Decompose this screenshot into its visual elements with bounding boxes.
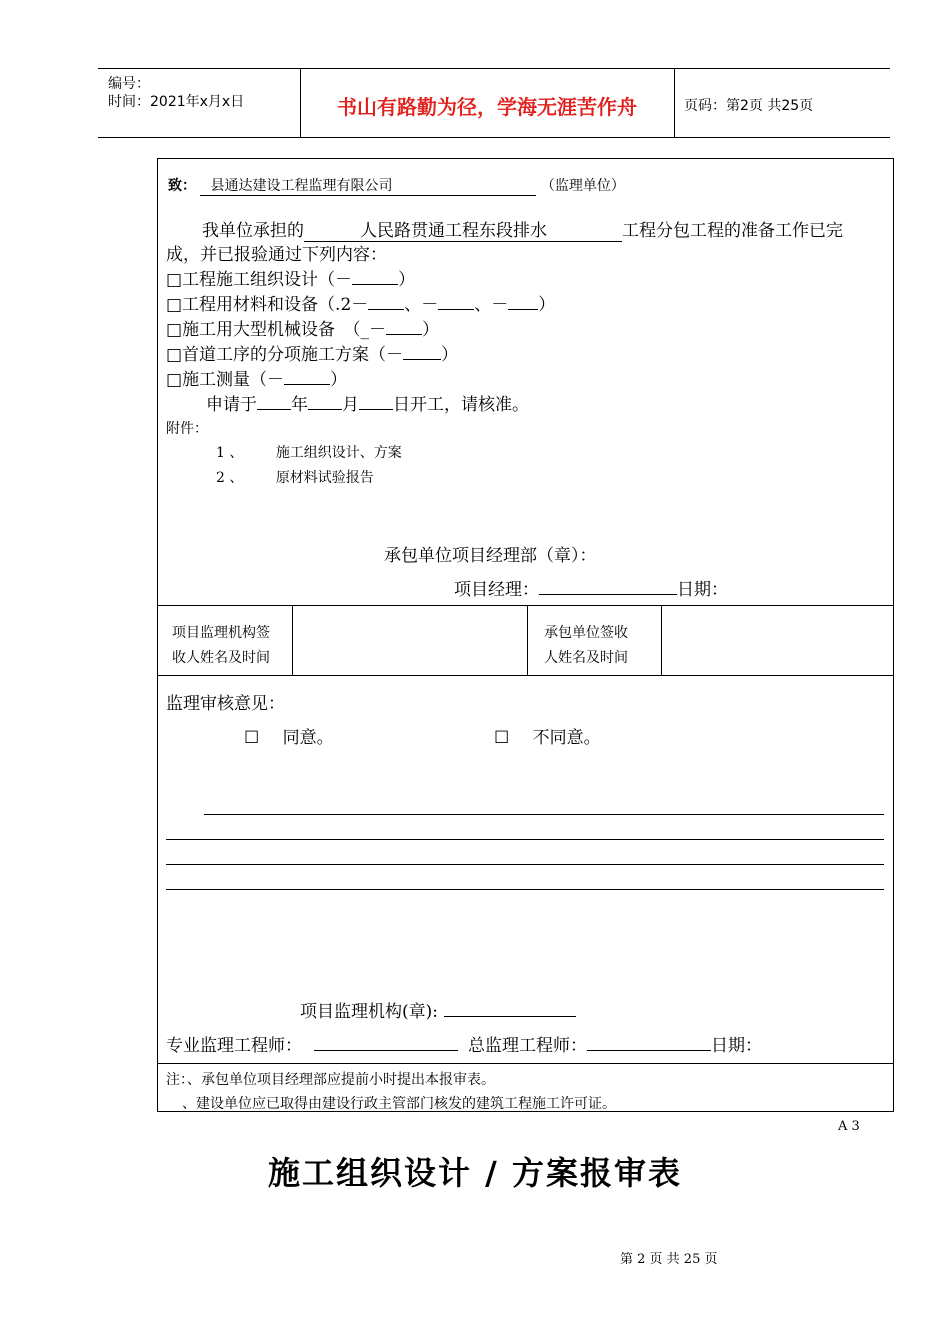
review-date-label: 日期： (711, 1036, 762, 1056)
apply-day-field[interactable] (359, 390, 393, 410)
attachment-item (216, 467, 374, 487)
row-divider (158, 605, 893, 606)
checklist-item (166, 265, 415, 290)
apply-year-field[interactable] (257, 390, 291, 410)
note-2: 、建设单位应已取得由建设行政主管部门核发的建筑工程施工许可证。 (182, 1096, 616, 1112)
application-form (157, 158, 894, 1112)
apply-text: 月 (342, 395, 359, 415)
attachment-text: 原材料试验报告 (275, 470, 374, 486)
checklist-text: 工程用材料和设备（.2－ (182, 295, 369, 315)
blank-field[interactable] (352, 265, 398, 285)
doc-time-label: 时间：2021年x月x日 (108, 94, 245, 110)
label-line: 收人姓名及时间 (172, 650, 270, 666)
checklist-item (166, 340, 458, 365)
cell-divider (661, 605, 662, 675)
checklist-text: ） (422, 320, 440, 340)
blank-field[interactable] (508, 290, 538, 310)
agree-label: 同意。 (282, 728, 334, 748)
cell-divider (527, 605, 528, 675)
intro-suffix: 工程分包工程的准备工作已完 (622, 221, 843, 241)
row-divider (158, 675, 893, 676)
checkbox-icon[interactable]: □ (166, 270, 183, 290)
supervision-seal-field[interactable] (444, 997, 576, 1017)
pm-label: 项目经理： (454, 580, 539, 600)
label-line: 人姓名及时间 (544, 650, 628, 666)
agree-option[interactable] (244, 723, 334, 748)
contractor-receiver-label (544, 621, 628, 671)
apply-date-row (206, 390, 529, 415)
apply-text: 申请于 (206, 395, 257, 415)
checklist-text: ） (441, 345, 459, 365)
project-name: 人民路贯通工程东段排水 (304, 216, 622, 242)
apply-month-field[interactable] (308, 390, 342, 410)
engineer-signature-field[interactable] (314, 1031, 458, 1051)
checklist-text: ） (398, 270, 416, 290)
disagree-label: 不同意。 (532, 728, 601, 748)
contractor-dept-seal: 承包单位项目经理部（章）： (384, 546, 597, 566)
document-title: 施工组织设计 / 方案报审表 (268, 1154, 682, 1192)
chief-signature-field[interactable] (587, 1031, 711, 1051)
checklist-text: ） (538, 295, 556, 315)
contractor-receiver-field[interactable] (663, 607, 893, 673)
disagree-option[interactable] (494, 723, 601, 748)
checklist-text: ） (330, 370, 348, 390)
opinion-line[interactable] (166, 864, 884, 865)
intro-prefix: 我单位承担的 (202, 221, 304, 241)
blank-field[interactable] (403, 340, 441, 360)
blank-field[interactable] (368, 290, 404, 310)
row-divider (158, 1063, 893, 1064)
page-footer: 第 2 页 共 25 页 (620, 1252, 718, 1267)
attachment-item (216, 442, 402, 462)
checkbox-icon[interactable]: □ (166, 320, 183, 340)
label-line: 承包单位签收 (544, 625, 628, 641)
review-label: 监理审核意见： (166, 694, 285, 714)
blank-field[interactable] (386, 315, 422, 335)
apply-text: 日开工，请核准。 (393, 395, 529, 415)
intro-line-2: 成，并已报验通过下列内容： (166, 245, 387, 265)
attachment-num: 1 、 (216, 445, 244, 461)
addressee-company: 县通达建设工程监理有限公司 (200, 175, 536, 196)
checkbox-icon[interactable]: □ (166, 345, 183, 365)
engineer-row (166, 1031, 762, 1056)
checklist-text: 、－ (404, 295, 439, 315)
checkbox-icon[interactable]: ☐ (244, 728, 260, 748)
header-divider (674, 69, 675, 137)
header-slogan: 书山有路勤为径，学海无涯苦作舟 (337, 95, 637, 119)
supervision-org-row (300, 997, 576, 1022)
to-label: 致： (168, 178, 196, 194)
intro-line-1 (202, 216, 843, 242)
checklist-item (166, 315, 439, 340)
checklist-text: 工程施工组织设计（－ (182, 270, 353, 290)
apply-text: 年 (291, 395, 308, 415)
checklist-text: 首道工序的分项施工方案（－ (182, 345, 404, 365)
blank-field[interactable] (438, 290, 474, 310)
supervision-org-label: 项目监理机构(章): (300, 1002, 438, 1022)
attachment-label: 附件： (166, 421, 208, 437)
pm-signature-field[interactable] (539, 575, 677, 595)
opinion-line[interactable] (204, 814, 884, 815)
blank-field[interactable] (284, 365, 330, 385)
supervision-receiver-label (172, 621, 270, 671)
opinion-line[interactable] (166, 839, 884, 840)
note-1: 注：、承包单位项目经理部应提前小时提出本报审表。 (166, 1072, 495, 1088)
checkbox-icon[interactable]: □ (166, 295, 183, 315)
project-manager-row (454, 575, 728, 600)
supervision-receiver-field[interactable] (294, 607, 526, 673)
attachment-text: 施工组织设计、方案 (275, 445, 402, 461)
form-code: A 3 (838, 1119, 860, 1134)
addressee-row (168, 175, 625, 196)
engineer-label: 专业监理工程师： (166, 1036, 302, 1056)
checklist-text: 施工用大型机械设备 （_－ (182, 320, 387, 340)
addressee-suffix: （监理单位） (540, 178, 625, 194)
pm-date-label: 日期： (677, 580, 728, 600)
opinion-line[interactable] (166, 889, 884, 890)
header-page-info: 页码：第2页 共25页 (684, 98, 814, 114)
page-header (98, 68, 890, 138)
doc-code-label: 编号： (108, 76, 150, 92)
checklist-text: 施工测量（－ (182, 370, 285, 390)
checkbox-icon[interactable]: ☐ (494, 728, 510, 748)
attachment-num: 2 、 (216, 470, 244, 486)
cell-divider (292, 605, 293, 675)
checklist-item (166, 365, 347, 390)
checkbox-icon[interactable]: □ (166, 370, 183, 390)
chief-engineer-label: 总监理工程师： (468, 1036, 587, 1056)
checklist-text: 、－ (474, 295, 509, 315)
checklist-item (166, 290, 555, 315)
label-line: 项目监理机构签 (172, 625, 270, 641)
